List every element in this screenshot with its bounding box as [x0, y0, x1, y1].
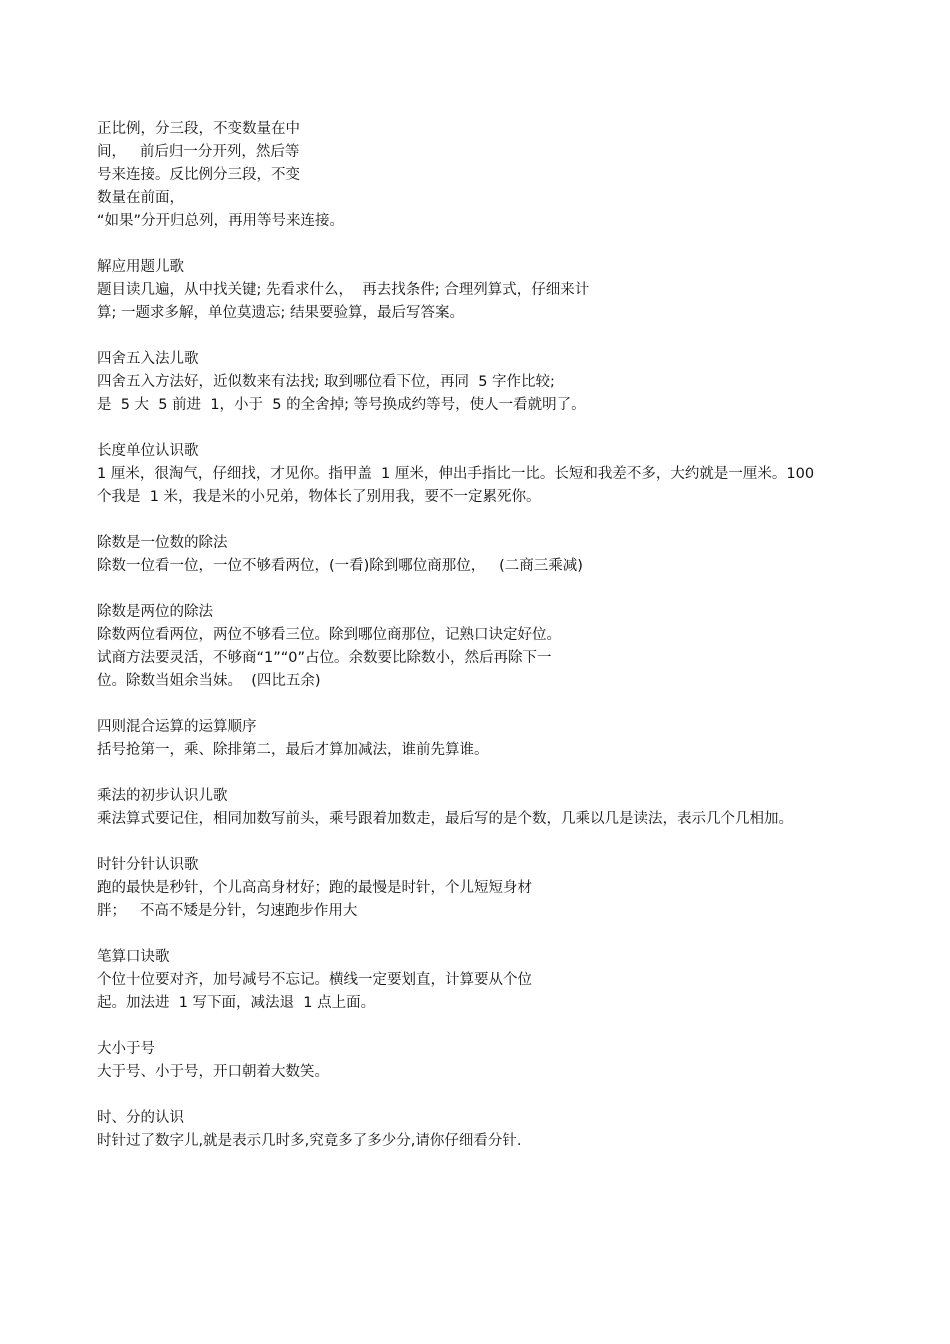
text-line: 正比例，分三段，不变数量在中: [97, 121, 300, 137]
text-line: 数量在前面，: [97, 190, 184, 206]
section-gap: [97, 923, 897, 946]
text-line: 间， 前后归一分开列，然后等: [97, 144, 300, 160]
text-line: 大于号、小于号，开口朝着大数笑。: [97, 1064, 329, 1080]
text-line: 是 5 大 5 前进 1，小于 5 的全舍掉; 等号换成约等号，使人一看就明了。: [97, 397, 586, 413]
rhyme-section: [97, 1038, 897, 1084]
section-title: 乘法的初步认识儿歌: [97, 788, 228, 804]
section-title: 时、分的认识: [97, 1110, 184, 1126]
text-line: 乘法算式要记住，相同加数写前头，乘号跟着加数走，最后写的是个数，几乘以几是读法，表示几个几相加。: [97, 811, 793, 827]
text-line: 位。除数当姐余当妹。 (四比五余): [97, 673, 321, 689]
text-line: 试商方法要灵活，不够商“1”“0”占位。余数要比除数小，然后再除下一: [97, 650, 552, 666]
text-line: 除数一位看一位，一位不够看两位，(一看)除到哪位商那位， (二商三乘减): [97, 558, 583, 574]
text-line: 1 厘米，很淘气，仔细找，才见你。指甲盖 1 厘米，伸出手指比一比。长短和我差不多，大约就是一厘米。100: [97, 466, 815, 482]
text-line: 胖； 不高不矮是分针，匀速跑步作用大: [97, 903, 358, 919]
rhyme-section: [97, 348, 897, 417]
section-gap: [97, 233, 897, 256]
section-gap: [97, 831, 897, 854]
text-line: 个位十位要对齐，加号减号不忘记。横线一定要划直，计算要从个位: [97, 972, 532, 988]
section-title: 除数是两位的除法: [97, 604, 213, 620]
text-line: 号来连接。反比例分三段，不变: [97, 167, 300, 183]
rhyme-section: [97, 256, 897, 325]
text-line: 四舍五入方法好，近似数来有法找; 取到哪位看下位，再同 5 字作比较;: [97, 374, 555, 390]
text-line: 除数两位看两位，两位不够看三位。除到哪位商那位，记熟口诀定好位。: [97, 627, 561, 643]
section-title: 四舍五入法儿歌: [97, 351, 199, 367]
rhyme-section: [97, 601, 897, 693]
text-line: 跑的最快是秒针，个儿高高身材好；跑的最慢是时针，个儿短短身材: [97, 880, 532, 896]
text-line: “如果”分开归总列，再用等号来连接。: [97, 213, 345, 229]
section-gap: [97, 693, 897, 716]
rhyme-section: [97, 532, 897, 578]
section-title: 大小于号: [97, 1041, 155, 1057]
text-line: 时针过了数字儿,就是表示几时多,究竟多了多少分,请你仔细看分针.: [97, 1133, 522, 1149]
rhyme-section: [97, 1107, 897, 1153]
section-gap: [97, 578, 897, 601]
section-title: 时针分针认识歌: [97, 857, 199, 873]
rhyme-section: [97, 854, 897, 923]
section-title: 解应用题儿歌: [97, 259, 184, 275]
document-page: [97, 118, 897, 1153]
section-title: 笔算口诀歌: [97, 949, 170, 965]
text-line: 个我是 1 米，我是米的小兄弟，物体长了别用我，要不一定累死你。: [97, 489, 541, 505]
rhyme-section: [97, 716, 897, 762]
text-line: 算; 一题求多解，单位莫遗忘; 结果要验算，最后写答案。: [97, 305, 464, 321]
rhyme-section: [97, 440, 897, 509]
section-gap: [97, 762, 897, 785]
text-line: 起。加法进 1 写下面，减法退 1 点上面。: [97, 995, 376, 1011]
section-title: 四则混合运算的运算顺序: [97, 719, 257, 735]
section-gap: [97, 417, 897, 440]
section-gap: [97, 1084, 897, 1107]
section-title: 除数是一位数的除法: [97, 535, 228, 551]
section-title: 长度单位认识歌: [97, 443, 199, 459]
text-line: 题目读几遍，从中找关键; 先看求什么， 再去找条件; 合理列算式，仔细来计: [97, 282, 590, 298]
section-gap: [97, 325, 897, 348]
rhyme-section: [97, 946, 897, 1015]
rhyme-section: [97, 785, 897, 831]
text-line: 括号抢第一，乘、除排第二，最后才算加减法，谁前先算谁。: [97, 742, 489, 758]
section-gap: [97, 509, 897, 532]
section-gap: [97, 1015, 897, 1038]
intro-paragraph: [97, 118, 897, 233]
